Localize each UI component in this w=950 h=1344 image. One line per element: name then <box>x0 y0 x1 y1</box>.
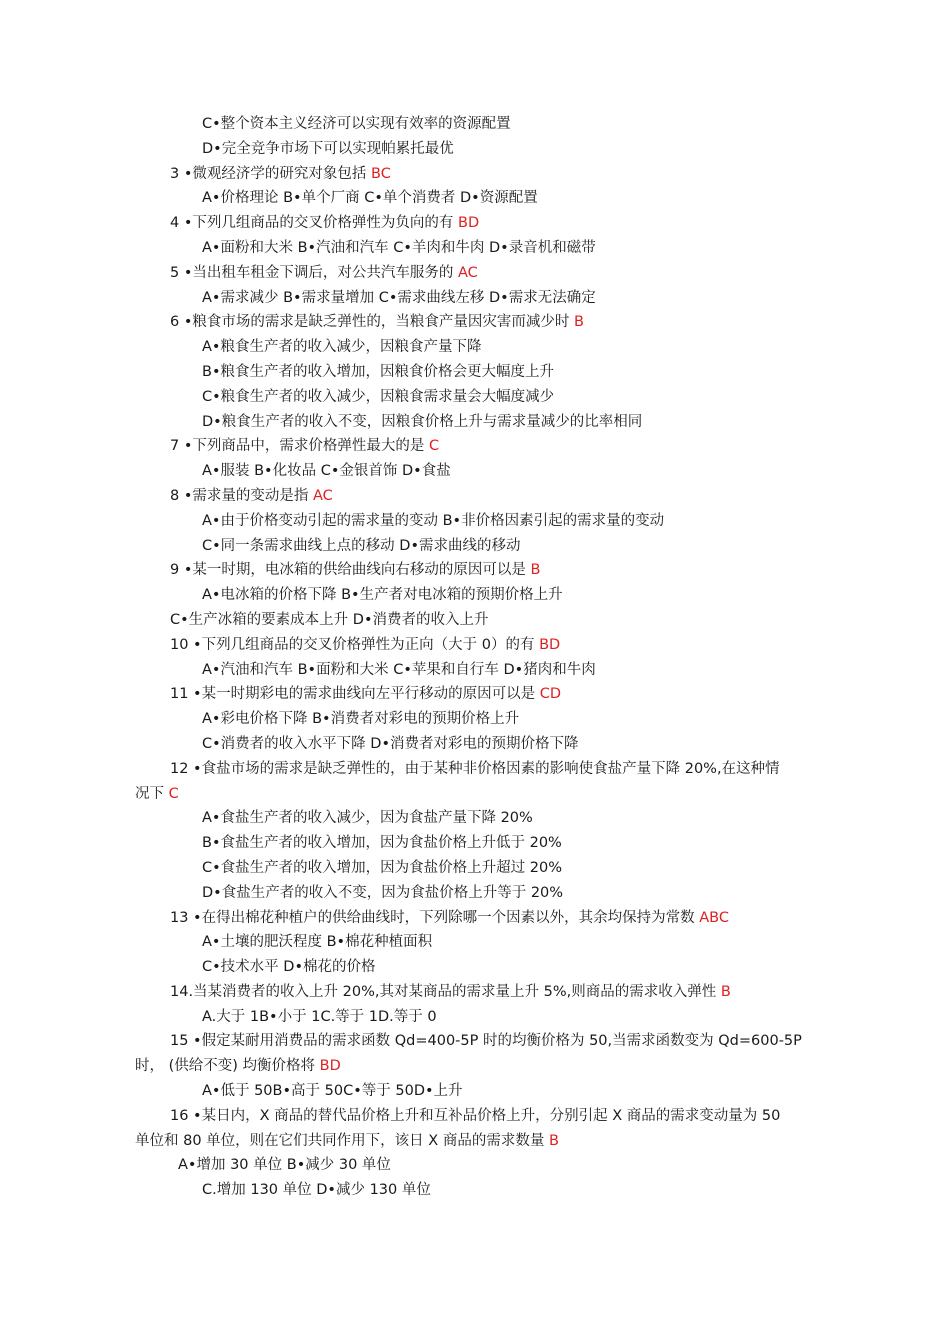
question-line <box>0 261 950 286</box>
answer-option-line <box>0 236 950 261</box>
line-text: A•汽油和汽车 B•面粉和大米 C•苹果和自行车 D•猪肉和牛肉 <box>202 661 596 678</box>
question-line <box>0 906 950 931</box>
line-text: C.增加 130 单位 D•减少 130 单位 <box>202 1182 431 1199</box>
answer-option-line <box>0 1178 950 1203</box>
answer-key: B <box>720 983 731 1000</box>
line-text: 4 •下列几组商品的交叉价格弹性为负向的有 <box>170 215 458 232</box>
line-text: C•食盐生产者的收入增加，因为食盐价格上升超过 20% <box>202 859 563 876</box>
question-line <box>0 608 950 633</box>
question-line <box>0 434 950 459</box>
line-text: C•技术水平 D•棉花的价格 <box>202 959 376 976</box>
line-text: C•粮食生产者的收入减少，因粮食需求量会大幅度减少 <box>202 388 555 405</box>
answer-option-line <box>0 360 950 385</box>
question-continuation-line <box>0 782 950 807</box>
answer-key: B <box>574 314 584 331</box>
line-text: A•土壤的肥沃程度 B•棉花种植面积 <box>202 934 433 951</box>
answer-option-line <box>0 732 950 757</box>
question-line <box>0 162 950 187</box>
line-text: 16 •某日内，X 商品的替代品价格上升和互补品价格上升，分别引起 X 商品的需求变动量为 50 <box>170 1107 781 1124</box>
line-text: 14.当某消费者的收入上升 20%,其对某商品的需求量上升 5%,则商品的需求收入弹性 <box>170 983 721 1000</box>
line-text: B•粮食生产者的收入增加，因粮食价格会更大幅度上升 <box>202 363 554 380</box>
answer-option-line <box>0 856 950 881</box>
line-text: A.大于 1B•小于 1C.等于 1D.等于 0 <box>202 1008 437 1025</box>
line-text: A•粮食生产者的收入减少，因粮食产量下降 <box>202 339 482 356</box>
answer-option-line <box>0 410 950 435</box>
answer-option-line <box>0 1153 950 1178</box>
line-text: 单位和 80 单位，则在它们共同作用下，该日 X 商品的需求数量 <box>135 1132 549 1149</box>
line-text: A•食盐生产者的收入减少，因为食盐产量下降 20% <box>202 810 533 827</box>
question-line <box>0 633 950 658</box>
line-text: 11 •某一时期彩电的需求曲线向左平行移动的原因可以是 <box>170 686 540 703</box>
answer-key: B <box>548 1132 559 1149</box>
answer-key: C <box>429 438 440 455</box>
line-text: C•整个资本主义经济可以实现有效率的资源配置 <box>202 116 511 132</box>
answer-option-line <box>0 1079 950 1104</box>
line-text: A•由于价格变动引起的需求量的变动 B•非价格因素引起的需求量的变动 <box>202 512 665 529</box>
line-text: 9 •某一时期，电冰箱的供给曲线向右移动的原因可以是 <box>170 562 531 579</box>
question-line <box>0 1104 950 1129</box>
question-line <box>0 211 950 236</box>
question-line <box>0 558 950 583</box>
answer-option-line <box>0 112 950 137</box>
line-text: 况下 <box>135 785 169 802</box>
answer-option-line <box>0 534 950 559</box>
answer-option-line <box>0 385 950 410</box>
answer-option-line <box>0 1005 950 1030</box>
line-text: A•需求减少 B•需求量增加 C•需求曲线左移 D•需求无法确定 <box>202 289 596 306</box>
line-text: D•食盐生产者的收入不变，因为食盐价格上升等于 20% <box>202 884 564 901</box>
answer-key: BD <box>458 215 480 232</box>
answer-option-line <box>0 186 950 211</box>
line-text: 7 •下列商品中，需求价格弹性最大的是 <box>170 438 429 455</box>
document-page <box>0 112 950 1203</box>
line-text: A•低于 50B•高于 50C•等于 50D•上升 <box>202 1083 463 1100</box>
line-text: 3 •微观经济学的研究对象包括 <box>170 165 371 182</box>
question-continuation-line <box>0 1129 950 1154</box>
question-line <box>0 757 950 782</box>
question-line <box>0 980 950 1005</box>
answer-key: BD <box>539 636 561 653</box>
answer-key: C <box>168 785 179 802</box>
answer-option-line <box>0 335 950 360</box>
answer-key: ABC <box>699 909 729 926</box>
line-text: A•电冰箱的价格下降 B•生产者对电冰箱的预期价格上升 <box>202 587 563 604</box>
answer-key: B <box>530 562 541 579</box>
line-text: 6 •粮食市场的需求是缺乏弹性的，当粮食产量因灾害而减少时 <box>170 314 574 331</box>
line-text: A•增加 30 单位 B•减少 30 单位 <box>178 1157 391 1174</box>
answer-key: CD <box>539 686 562 703</box>
line-text: A•价格理论 B•单个厂商 C•单个消费者 D•资源配置 <box>202 190 538 207</box>
answer-key: AC <box>313 487 333 504</box>
line-text: A•服装 B•化妆品 C•金银首饰 D•食盐 <box>202 463 451 480</box>
line-text: 10 •下列几组商品的交叉价格弹性为正向（大于 0）的有 <box>170 636 540 653</box>
answer-option-line <box>0 583 950 608</box>
answer-key: BC <box>371 165 391 182</box>
line-text: D•完全竞争市场下可以实现帕累托最优 <box>202 140 454 157</box>
line-text: 8 •需求量的变动是指 <box>170 487 313 504</box>
line-text: A•面粉和大米 B•汽油和汽车 C•羊肉和牛肉 D•录音机和磁带 <box>202 239 596 256</box>
answer-option-line <box>0 286 950 311</box>
line-text: 13 •在得出棉花种植户的供给曲线时，下列除哪一个因素以外，其余均保持为常数 <box>170 909 700 926</box>
answer-option-line <box>0 707 950 732</box>
line-text: C•生产冰箱的要素成本上升 D•消费者的收入上升 <box>170 611 489 628</box>
answer-option-line <box>0 459 950 484</box>
line-text: C•同一条需求曲线上点的移动 D•需求曲线的移动 <box>202 537 521 554</box>
line-text: B•食盐生产者的收入增加，因为食盐价格上升低于 20% <box>202 835 562 852</box>
answer-option-line <box>0 509 950 534</box>
line-text: A•彩电价格下降 B•消费者对彩电的预期价格上升 <box>202 711 520 728</box>
line-text: 12 •食盐市场的需求是缺乏弹性的，由于某种非价格因素的影响使食盐产量下降 20%,在这种情 <box>170 760 780 777</box>
answer-option-line <box>0 930 950 955</box>
answer-option-line <box>0 955 950 980</box>
question-line <box>0 682 950 707</box>
line-text: 5 •当出租车租金下调后，对公共汽车服务的 <box>170 264 458 281</box>
question-continuation-line <box>0 1054 950 1079</box>
line-text: 时， (供给不变) 均衡价格将 <box>135 1058 320 1075</box>
answer-option-line <box>0 137 950 162</box>
question-line <box>0 484 950 509</box>
answer-key: AC <box>458 264 478 281</box>
question-line <box>0 310 950 335</box>
answer-option-line <box>0 831 950 856</box>
answer-option-line <box>0 881 950 906</box>
answer-option-line <box>0 658 950 683</box>
line-text: C•消费者的收入水平下降 D•消费者对彩电的预期价格下降 <box>202 735 579 752</box>
question-line <box>0 1029 950 1054</box>
line-text: D•粮食生产者的收入不变，因粮食价格上升与需求量减少的比率相同 <box>202 413 643 430</box>
answer-key: BD <box>319 1058 341 1075</box>
line-text: 15 •假定某耐用消费品的需求函数 Qd=400-5P 时的均衡价格为 50,当需求函数变为 Qd=600-5P <box>170 1033 802 1050</box>
answer-option-line <box>0 806 950 831</box>
